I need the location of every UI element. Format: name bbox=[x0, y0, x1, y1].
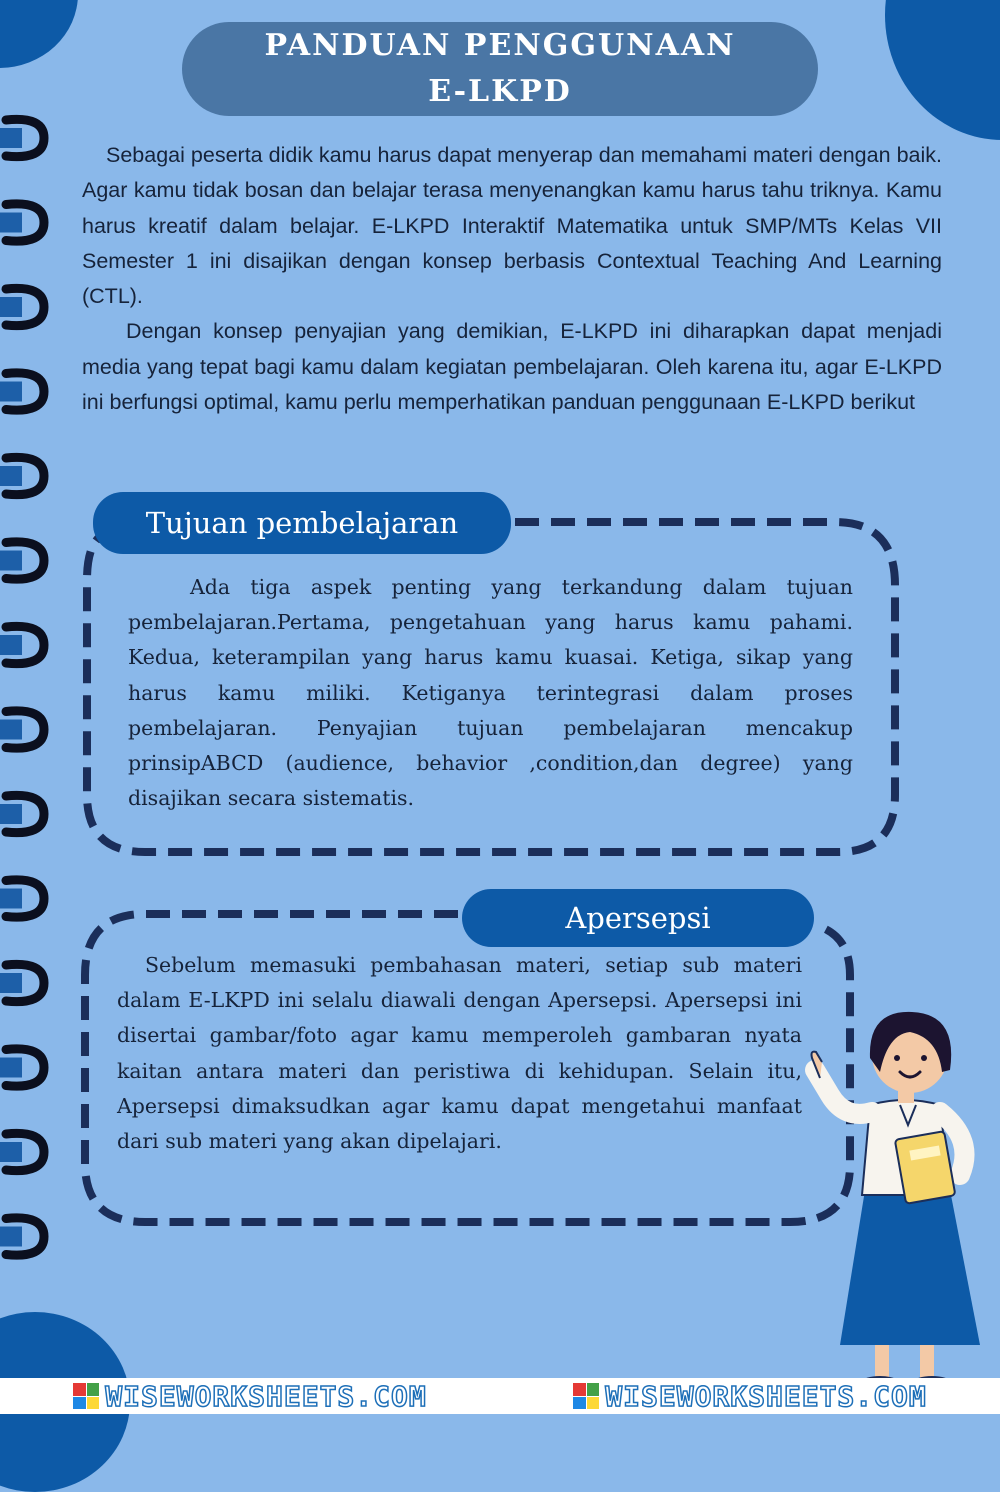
apersepsi-body bbox=[117, 948, 802, 1159]
binding-hole bbox=[0, 889, 22, 909]
page-title bbox=[182, 22, 818, 116]
binding-hole bbox=[0, 635, 22, 655]
intro-paragraph-2: Dengan konsep penyajian yang demikian, E-LKPD ini diharapkan dapat menjadi media yang tepat bagi kamu dalam kegiatan pembelajaran. Oleh karena itu, agar E-LKPD ini berfungsi optimal, kamu perlu memperhatikan panduan penggunaan E-LKPD berikut bbox=[82, 319, 942, 415]
watermark-2[interactable] bbox=[573, 1380, 926, 1413]
title-line-1: PANDUAN PENGGUNAAN bbox=[264, 28, 736, 63]
tujuan-paragraph: Ada tiga aspek penting yang terkandung dalam tujuan pembelajaran.Pertama, pengetahuan yang harus kamu pahami. Kedua, keterampilan yang harus kamu kuasai. Ketiga, sikap yang harus kamu miliki. Ketiganya terintegrasi dalam proses pembelajaran. Penyajian tujuan pembelajaran mencakup prinsipABCD (audience, behavior ,condition,dan degree) yang disajikan secara sistematis. bbox=[128, 575, 853, 811]
binding-hole bbox=[0, 1058, 22, 1078]
binding-hole bbox=[0, 128, 22, 148]
footer-watermark-bar bbox=[0, 1378, 1000, 1414]
watermark-text-2: WISEWORKSHEETS.COM bbox=[605, 1379, 927, 1413]
binding-hole bbox=[0, 804, 22, 824]
tujuan-body bbox=[128, 570, 853, 816]
title-line-2: E-LKPD bbox=[428, 74, 572, 109]
corner-circle-top-right bbox=[885, 0, 1000, 140]
binding-hole bbox=[0, 1227, 22, 1247]
intro-text bbox=[82, 138, 942, 420]
binding-hole bbox=[0, 973, 22, 993]
watermark-text-1: WISEWORKSHEETS.COM bbox=[105, 1379, 427, 1413]
binding-hole bbox=[0, 466, 22, 486]
wiseworksheets-logo-icon bbox=[573, 1383, 599, 1409]
watermark-1[interactable] bbox=[73, 1380, 426, 1413]
tujuan-heading-pill bbox=[93, 492, 511, 554]
intro-paragraph-1: Sebagai peserta didik kamu harus dapat menyerap dan memahami materi dengan baik. Agar kamu tidak bosan dan belajar terasa menyenangkan kamu harus tahu triknya. Kamu harus kreatif dalam belajar. E-LKPD Interaktif Matematika untuk SMP/MTs Kelas VII Semester 1 ini disajikan dengan konsep berbasis Contextual Teaching And Learning (CTL). bbox=[82, 143, 942, 309]
apersepsi-heading: Apersepsi bbox=[565, 901, 711, 935]
binding-hole bbox=[0, 382, 22, 402]
binding-hole bbox=[0, 213, 22, 233]
apersepsi-paragraph: Sebelum memasuki pembahasan materi, setiap sub materi dalam E-LKPD ini selalu diawali dengan Apersepsi. Apersepsi ini disertai gambar/foto agar kamu memperoleh gambaran nyata kaitan antara materi dan peristiwa di kehidupan. Selain itu, Apersepsi dimaksudkan agar kamu dapat mengetahui manfaat dari sub materi yang akan dipelajari. bbox=[117, 953, 802, 1154]
tujuan-heading: Tujuan pembelajaran bbox=[145, 506, 459, 540]
apersepsi-heading-pill bbox=[462, 889, 814, 947]
binding-hole bbox=[0, 720, 22, 740]
spiral-binding bbox=[0, 0, 70, 1300]
binding-hole bbox=[0, 297, 22, 317]
binding-hole bbox=[0, 551, 22, 571]
wiseworksheets-logo-icon bbox=[73, 1383, 99, 1409]
binding-hole bbox=[0, 1142, 22, 1162]
student-girl-illustration bbox=[800, 1000, 1000, 1390]
